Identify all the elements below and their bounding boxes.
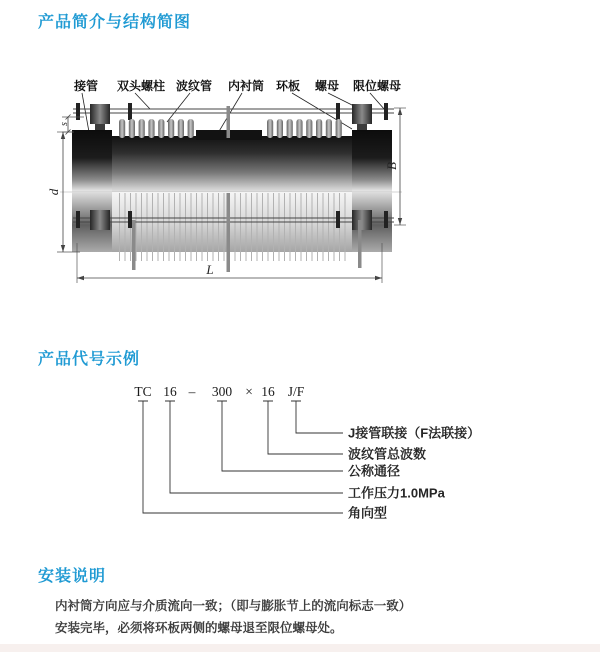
part-label-jieguan: 接管 [73,79,99,93]
part-label-xianweiluomu: 限位螺母 [352,79,402,93]
upper-body [72,106,392,192]
part-label-neichentong: 内衬筒 [227,79,265,93]
code-part-pressure: 16 [163,384,177,399]
callout-diameter: 公称通径 [348,463,401,479]
dim-label-L: L [206,262,214,277]
diagram-part-labels [73,78,401,93]
part-label-luomu: 螺母 [314,79,340,93]
code-part-dash: – [188,384,196,399]
part-label-bowenguan: 波纹管 [175,79,213,93]
code-part-waves: 16 [261,384,275,399]
footer-strip [0,644,600,652]
install-section-title: 安装说明 [38,568,107,585]
code-part-times: × [245,384,253,399]
callout-pressure: 工作压力1.0MPa [348,485,445,501]
callout-connection: J接管联接（F法联接） [348,425,481,441]
intro-section-title: 产品简介与结构简图 [38,14,192,31]
code-part-type: TC [134,384,152,399]
code-part-connection: J/F [287,384,305,399]
part-label-shuangtouluozhu: 双头螺柱 [116,79,166,93]
dim-label-B: B [384,162,399,170]
install-line-2: 安装完毕，必须将环板两侧的螺母退至限位螺母处。 [55,621,343,635]
lower-body [72,192,394,272]
product-code-diagram [125,376,545,536]
code-section-title: 产品代号示例 [38,351,141,368]
callout-waves: 波纹管总波数 [348,446,427,462]
part-label-huanban: 环板 [275,79,301,93]
dim-label-d: d [46,188,61,196]
install-line-1: 内衬筒方向应与介质流向一致；（即与膨胀节上的流向标志一致） [55,599,412,613]
dim-label-s: s [59,122,70,126]
code-parts [134,384,304,399]
code-connectors [138,401,343,513]
install-instructions [55,595,545,639]
structure-diagram [40,62,420,297]
code-part-diameter: 300 [211,384,233,399]
code-callouts [348,426,480,521]
callout-type: 角向型 [348,505,388,521]
